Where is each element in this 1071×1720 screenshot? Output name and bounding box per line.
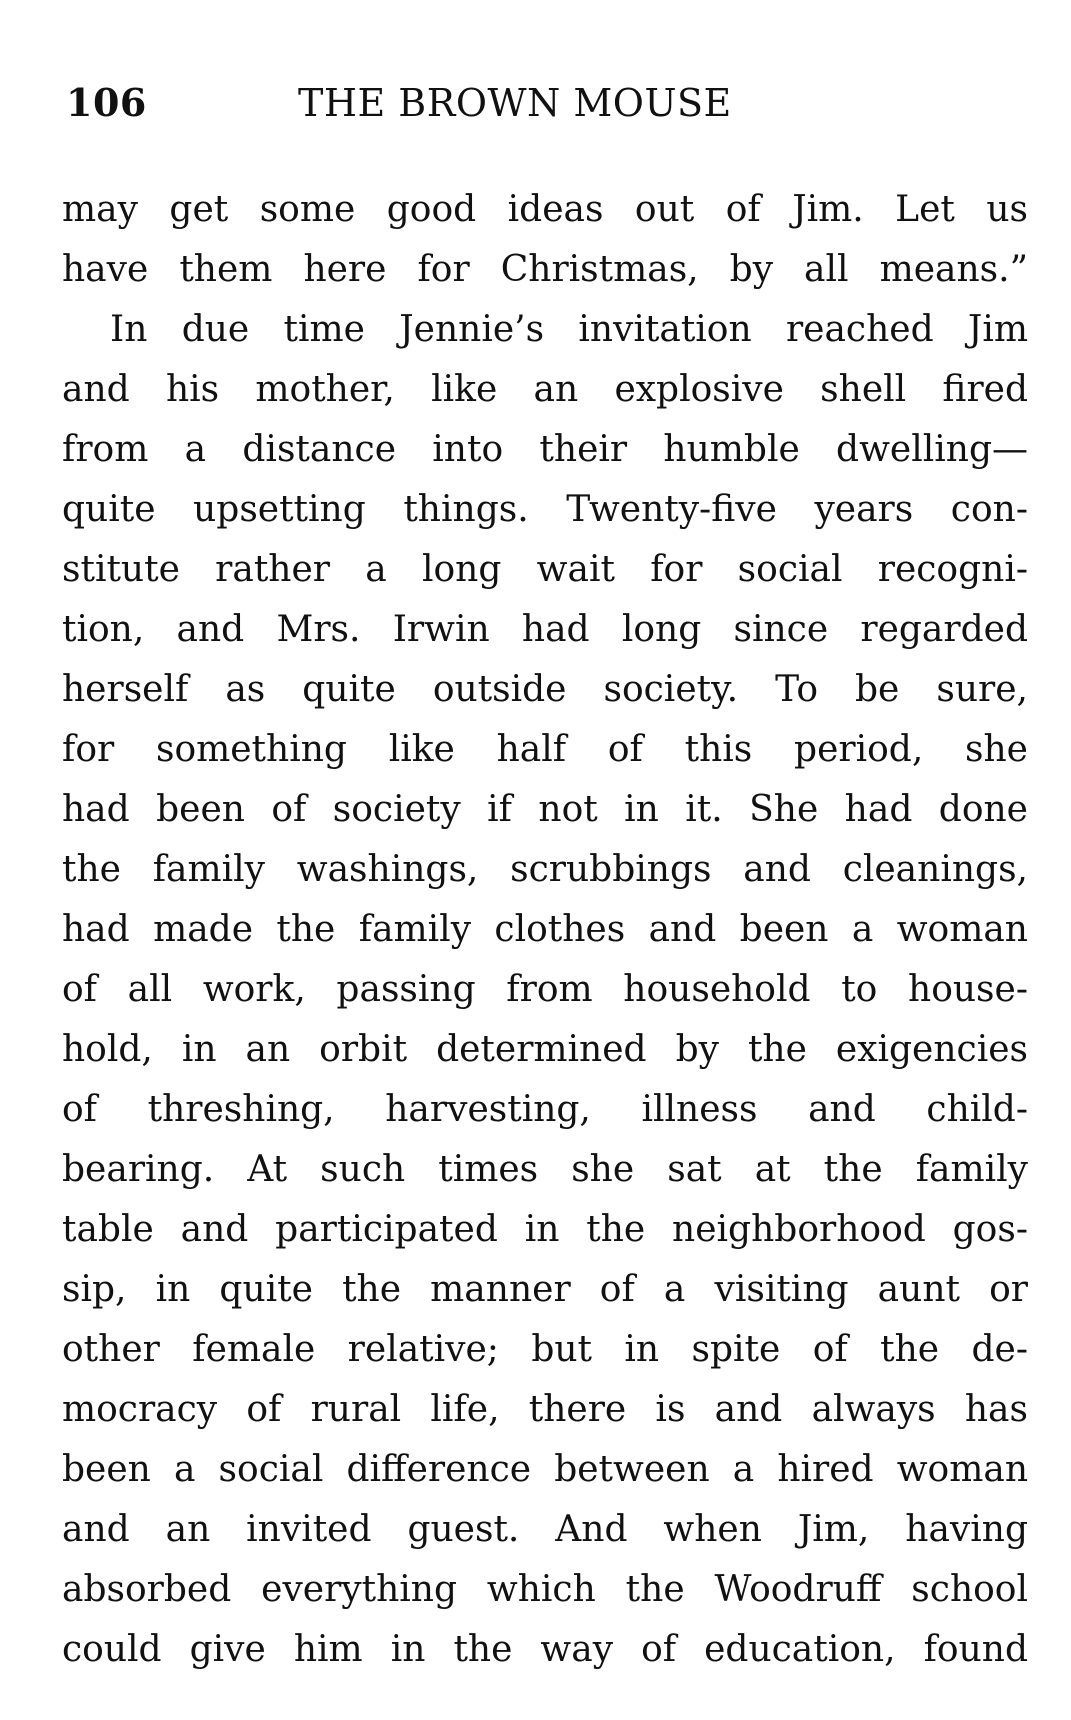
text-line: been a social difference between a hired woman xyxy=(62,1449,1028,1490)
text-line: other female relative; but in spite of the de- xyxy=(62,1329,1028,1370)
text-line: of threshing, harvesting, illness and child- xyxy=(62,1089,1028,1130)
text-line: herself as quite outside society. To be sure, xyxy=(62,669,1028,710)
text-line: hold, in an orbit determined by the exigencies xyxy=(62,1029,1028,1070)
body-text xyxy=(62,180,1028,1680)
text-line: the family washings, scrubbings and cleanings, xyxy=(62,849,1028,890)
text-line: and an invited guest. And when Jim, having xyxy=(62,1509,1028,1550)
text-line: from a distance into their humble dwelling— xyxy=(62,429,1028,470)
text-line: may get some good ideas out of Jim. Let us xyxy=(62,189,1028,230)
text-line: bearing. At such times she sat at the family xyxy=(62,1149,1028,1190)
paragraph-first-line: In due time Jennie’s invitation reached Jim xyxy=(110,309,1028,350)
running-head xyxy=(66,78,786,128)
text-line: could give him in the way of education, found xyxy=(62,1629,1028,1670)
text-line: had made the family clothes and been a woman xyxy=(62,909,1028,950)
text-line: for something like half of this period, she xyxy=(62,729,1028,770)
text-line: table and participated in the neighborhood gos- xyxy=(62,1209,1028,1250)
text-line: stitute rather a long wait for social recogni- xyxy=(62,549,1028,590)
text-line: sip, in quite the manner of a visiting aunt or xyxy=(62,1269,1028,1310)
text-line: had been of society if not in it. She had done xyxy=(62,789,1028,830)
text-line: mocracy of rural life, there is and always has xyxy=(62,1389,1028,1430)
running-title: THE BROWN MOUSE xyxy=(298,81,732,125)
text-line: of all work, passing from household to house- xyxy=(62,969,1028,1010)
text-line: tion, and Mrs. Irwin had long since regarded xyxy=(62,609,1028,650)
page-number: 106 xyxy=(66,80,147,125)
text-line: quite upsetting things. Twenty-five years con- xyxy=(62,489,1028,530)
text-line: absorbed everything which the Woodruff school xyxy=(62,1569,1028,1610)
text-line: and his mother, like an explosive shell fired xyxy=(62,369,1028,410)
text-line: have them here for Christmas, by all means.” xyxy=(62,249,1028,290)
